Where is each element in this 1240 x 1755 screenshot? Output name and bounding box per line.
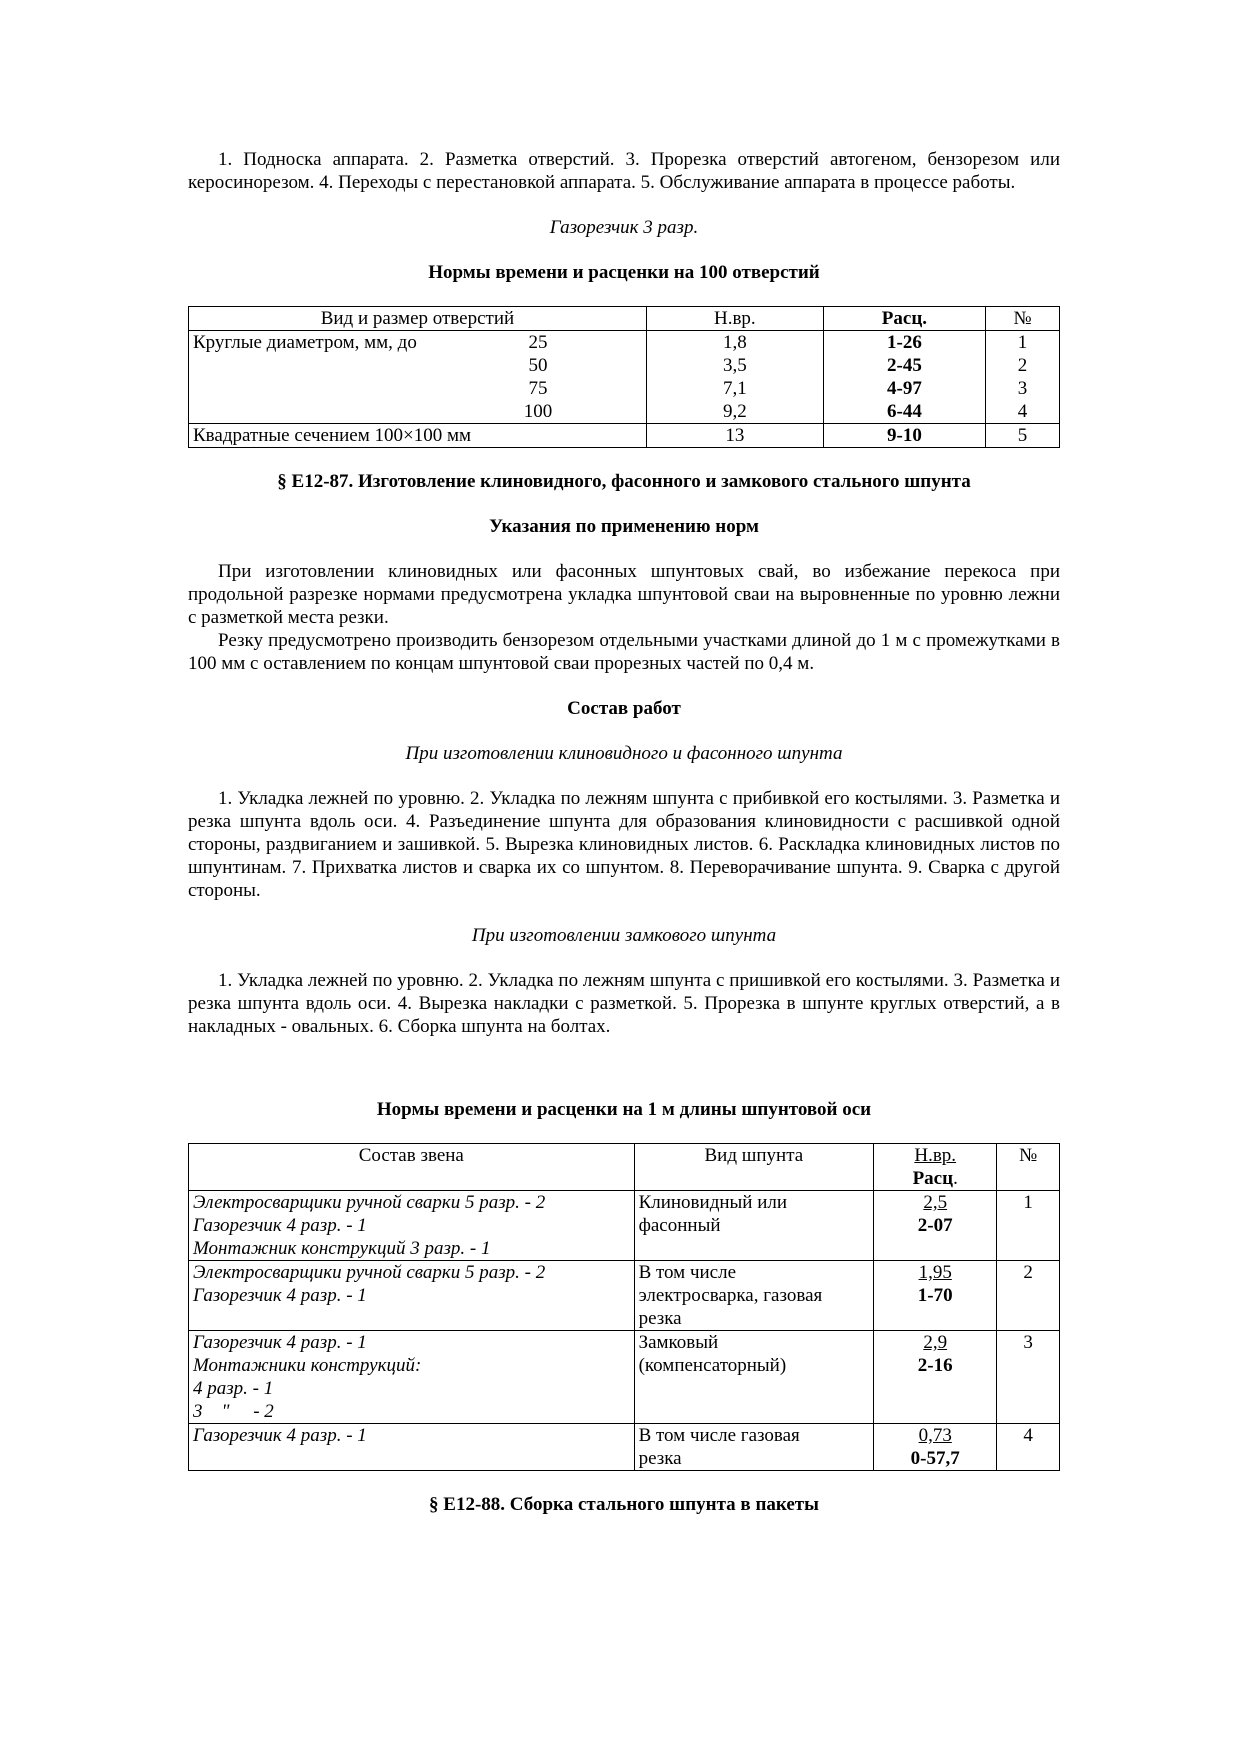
rasc-value: 0-57,7 [910, 1448, 960, 1469]
table-row [189, 1191, 1060, 1261]
pile-type-cell [634, 1424, 874, 1471]
subheading-wedge: При изготовлении клиновидного и фасонного шпунта [405, 743, 843, 764]
no-value: 5 [986, 424, 1060, 448]
no-value: 3 [1017, 378, 1028, 399]
nvr-rasc-cell [874, 1261, 997, 1331]
crew-line: Газорезчик 4 разр. - 1 [193, 1215, 367, 1236]
rasc-value: 9-10 [823, 424, 985, 448]
subheading-lock: При изготовлении замкового шпунта [471, 925, 777, 946]
nvr-value: 0,73 [918, 1425, 952, 1446]
nvr-value: 13 [646, 424, 823, 448]
next-section-title: § Е12-88. Сборка стального шпунта в пакеты [429, 1494, 819, 1515]
table-header-row [189, 1144, 1060, 1191]
crew-line: 4 разр. - 1 [193, 1378, 274, 1399]
nvr-value: 9,2 [722, 401, 747, 422]
crew-cell [189, 1261, 635, 1331]
rasc-value: 1-70 [917, 1285, 953, 1306]
pile-type-line: (компенсаторный) [638, 1355, 787, 1376]
no-value: 4 [997, 1424, 1060, 1471]
crew-line: Электросварщики ручной сварки 5 разр. - 2 [193, 1262, 546, 1283]
pile-type-line: фасонный [638, 1215, 721, 1236]
nvr-value: 3,5 [722, 355, 747, 376]
pile-type-line: В том числе газовая [638, 1425, 800, 1446]
nvr-rasc-cell [874, 1424, 997, 1471]
nvr-value: 1,95 [918, 1262, 952, 1283]
size-value: 100 [523, 401, 553, 422]
size-value: 75 [528, 378, 548, 399]
crew-line: 3 " - 2 [193, 1401, 274, 1422]
instructions-title: Указания по применению норм [489, 516, 759, 537]
pile-type-line: электросварка, газовая [638, 1285, 823, 1306]
work-list-lock: 1. Укладка лежней по уровню. 2. Укладка по лежням шпунта с пришивкой его костылями. 3. Разметка и резка шпунта вдоль оси. 4. Вырезка накладки с разметкой. 5. Прорезка в шпунте круглых отверстий, а в накладных - овальных. 6. Сборка шпунта на болтах. [188, 970, 1060, 1037]
nvr-value: 2,5 [923, 1192, 948, 1213]
round-holes-label: Круглые диаметром, мм, до [193, 332, 417, 353]
instructions-paragraph: Резку предусмотрено производить бензорезом отдельными участками длиной до 1 м с промежутками в 100 мм с оставлением по концам шпунтовой сваи прорезных частей по 0,4 м. [188, 630, 1060, 674]
pile-type-cell [634, 1191, 874, 1261]
sheet-pile-norms-table [188, 1143, 1060, 1471]
table-header-row [189, 307, 1060, 331]
crew-cell [189, 1331, 635, 1424]
crew-line: Монтажники конструкций: [193, 1355, 422, 1376]
worker-label: Газорезчик 3 разр. [549, 217, 699, 238]
rasc-value: 6-44 [887, 401, 922, 422]
header-no: № [986, 307, 1060, 331]
no-cell [986, 331, 1060, 424]
header-rasc: Расц [912, 1168, 954, 1189]
no-value: 1 [997, 1191, 1060, 1261]
work-list-wedge: 1. Укладка лежней по уровню. 2. Укладка по лежням шпунта с прибивкой его костылями. 3. Разметка и резка шпунта вдоль оси. 4. Разъединение шпунта для образования клиновидности с расшивкой одной стороны, раздвиганием и зашивкой. 5. Вырезка клиновидных листов. 6. Раскладка клиновидных листов по шпунтинам. 7. Прихватка листов и сварка их со шпунтом. 8. Переворачивание шпунта. 9. Сварка с другой стороны. [188, 788, 1060, 901]
pile-type-line: Замковый [638, 1332, 719, 1353]
nvr-value: 7,1 [722, 378, 747, 399]
round-holes-cell [189, 331, 647, 424]
crew-cell [189, 1424, 635, 1471]
no-value: 3 [997, 1331, 1060, 1424]
rasc-value: 1-26 [887, 332, 922, 353]
section-title: § Е12-87. Изготовление клиновидного, фасонного и замкового стального шпунта [277, 471, 971, 492]
pile-type-cell [634, 1331, 874, 1424]
header-nvr: Н.вр. [914, 1145, 957, 1166]
intro-work-paragraph: 1. Подноска аппарата. 2. Разметка отверстий. 3. Прорезка отверстий автогеном, бензорезом или керосинорезом. 4. Переходы с перестановкой аппарата. 5. Обслуживание аппарата в процессе работы. [188, 149, 1060, 193]
nvr-value: 2,9 [923, 1332, 948, 1353]
table-row [189, 1424, 1060, 1471]
header-rasc: Расц. [823, 307, 985, 331]
header-hole-type: Вид и размер отверстий [189, 307, 647, 331]
size-value: 50 [528, 355, 548, 376]
pile-type-line: резка [638, 1448, 682, 1469]
rasc-value: 2-16 [917, 1355, 953, 1376]
rasc-cell [823, 331, 985, 424]
no-value: 4 [1017, 401, 1028, 422]
header-no: № [997, 1144, 1060, 1191]
nvr-value: 1,8 [722, 332, 747, 353]
table-row [189, 1261, 1060, 1331]
crew-line: Газорезчик 4 разр. - 1 [193, 1332, 367, 1353]
table2-title: Нормы времени и расценки на 1 м длины шпунтовой оси [376, 1099, 872, 1120]
table-row [189, 1331, 1060, 1424]
square-label: Квадратные сечением 100×100 мм [189, 424, 647, 448]
instructions-paragraph: При изготовлении клиновидных или фасонных шпунтовых свай, во избежание перекоса при продольной разрезке нормами предусмотрена укладка шпунтовой сваи на выровненные по уровню лежни с разметкой места резки. [188, 561, 1060, 628]
nvr-rasc-cell [874, 1191, 997, 1261]
rasc-value: 2-45 [887, 355, 922, 376]
table-row [189, 331, 1060, 424]
crew-line: Электросварщики ручной сварки 5 разр. - 2 [193, 1192, 546, 1213]
pile-type-line: Клиновидный или [638, 1192, 788, 1213]
nvr-rasc-cell [874, 1331, 997, 1424]
no-value: 2 [1017, 355, 1028, 376]
header-pile-type: Вид шпунта [634, 1144, 874, 1191]
table1-title: Нормы времени и расценки на 100 отверстий [428, 262, 820, 283]
no-value: 1 [1017, 332, 1028, 353]
crew-cell [189, 1191, 635, 1261]
pile-type-cell [634, 1261, 874, 1331]
pile-type-line: резка [638, 1308, 682, 1329]
crew-line: Монтажник конструкций 3 разр. - 1 [193, 1238, 491, 1259]
document-page [188, 148, 1060, 1516]
header-rasc-dot: . [953, 1168, 958, 1189]
composition-title: Состав работ [567, 698, 681, 719]
size-value: 25 [528, 332, 548, 353]
no-value: 2 [997, 1261, 1060, 1331]
rasc-value: 4-97 [887, 378, 922, 399]
pile-type-line: В том числе [638, 1262, 737, 1283]
header-nvr: Н.вр. [646, 307, 823, 331]
table-row [189, 424, 1060, 448]
crew-line: Газорезчик 4 разр. - 1 [193, 1285, 367, 1306]
header-nvr-rasc [874, 1144, 997, 1191]
nvr-cell [646, 331, 823, 424]
crew-line: Газорезчик 4 разр. - 1 [193, 1425, 367, 1446]
header-crew: Состав звена [189, 1144, 635, 1191]
holes-norms-table [188, 306, 1060, 448]
rasc-value: 2-07 [917, 1215, 953, 1236]
